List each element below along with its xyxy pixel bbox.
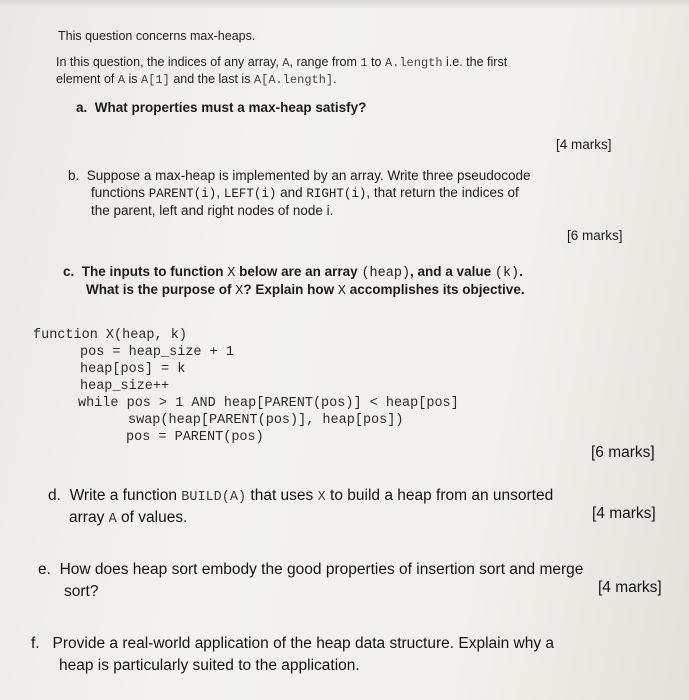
code-line-2: pos = heap_size + 1: [80, 345, 234, 360]
intro-line-2: In this question, the indices of any array, A, range from 1 to A.length i.e. the first: [56, 55, 508, 70]
question-d-label: d.: [48, 487, 61, 504]
question-e-marks: [4 marks]: [598, 579, 662, 596]
code-line-7: pos = PARENT(pos): [126, 430, 264, 445]
question-a-marks: [4 marks]: [556, 137, 612, 152]
code-line-6: swap(heap[PARENT(pos)], heap[pos]): [128, 413, 404, 428]
code-line-3: heap[pos] = k: [80, 362, 186, 377]
question-c-line-1: c. The inputs to function X below are an array (heap), and a value (k).: [63, 264, 523, 281]
question-c-line-2: What is the purpose of X? Explain how X accomplishes its objective.: [86, 282, 525, 299]
question-b-marks: [6 marks]: [567, 228, 623, 243]
question-b-label: b.: [68, 168, 80, 183]
question-b-line-2: functions PARENT(i), LEFT(i) and RIGHT(i), that return the indices of: [91, 185, 519, 201]
question-a-text: What properties must a max-heap satisfy?: [94, 100, 367, 115]
question-f-line-2: heap is particularly suited to the application.: [59, 657, 360, 674]
question-f-label: f.: [31, 635, 40, 652]
question-d-line-2: array A of values.: [69, 509, 188, 527]
question-c-marks: [6 marks]: [591, 444, 655, 461]
question-f-line-1: f. Provide a real-world application of the heap data structure. Explain why a: [31, 635, 554, 652]
intro-title: This question concerns max-heaps.: [58, 29, 256, 43]
question-b-line-1: b. Suppose a max-heap is implemented by an array. Write three pseudocode: [68, 168, 531, 183]
code-line-4: heap_size++: [80, 379, 170, 394]
intro-line-3: element of A is A[1] and the last is A[A.length].: [56, 72, 337, 87]
question-a: [76, 100, 366, 115]
question-e-line-1: e. How does heap sort embody the good properties of insertion sort and merge: [38, 561, 584, 578]
question-a-label: a.: [76, 100, 88, 115]
question-c-label: c.: [63, 264, 75, 279]
question-b-line-3: the parent, left and right nodes of node i.: [91, 203, 334, 218]
code-line-5: while pos > 1 AND heap[PARENT(pos)] < heap[pos]: [78, 396, 459, 411]
question-e-label: e.: [38, 561, 51, 578]
question-d-marks: [4 marks]: [592, 505, 656, 522]
code-line-1: function X(heap, k): [33, 328, 187, 343]
page-top-edge: [0, 0, 689, 8]
question-e-line-2: sort?: [64, 583, 99, 600]
question-d-line-1: d. Write a function BUILD(A) that uses X to build a heap from an unsorted: [48, 487, 554, 505]
